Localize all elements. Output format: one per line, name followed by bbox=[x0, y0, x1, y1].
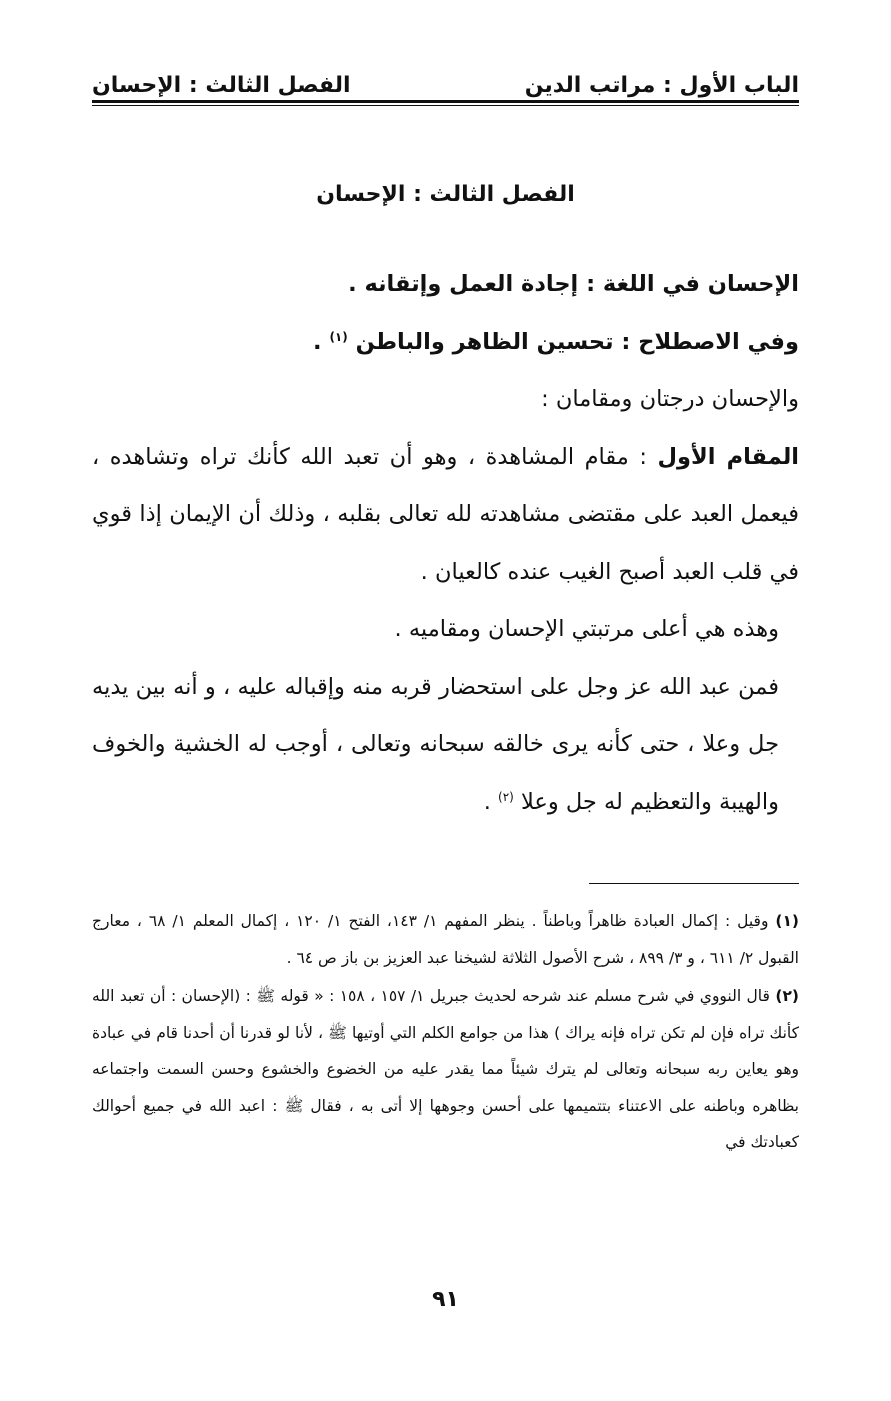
paragraph-first-station bbox=[92, 429, 799, 602]
paragraph-worship-end: . bbox=[483, 788, 498, 815]
footnote-1-text: وقيل : إكمال العبادة ظاهراً وباطناً . ينظر المفهم ١/ ١٤٣، الفتح ١/ ١٢٠ ، إكمال المعلم ١/ ٦٨ ، معارج القبول ٢/ ٦١١ ، و ٣/ ٨٩٩ ، شرح الأصول الثلاثة لشيخنا عبد العزيز بن باز ص ٦٤ . bbox=[92, 912, 799, 967]
paragraph-terminology bbox=[92, 314, 799, 372]
paragraph-degrees-text: والإحسان درجتان ومقامان : bbox=[541, 386, 799, 412]
paragraph-degrees bbox=[92, 371, 799, 429]
body-text bbox=[92, 256, 799, 831]
header-rule-thick bbox=[92, 100, 799, 103]
footnote-1-number: (١) bbox=[775, 912, 800, 930]
paragraph-worship-text: فمن عبد الله عز وجل على استحضار قربه منه وإقباله عليه ، و أنه بين يديه جل وعلا ، حتى كأنه يرى خالقه سبحانه وتعالى ، أوجب له الخشية والخوف والهيبة والتعظيم له جل وعلا bbox=[92, 673, 779, 815]
chapter-title: الفصل الثالث : الإحسان bbox=[316, 182, 575, 207]
header-rule-thin bbox=[92, 105, 799, 106]
footnote-reference-2[interactable]: (٢) bbox=[498, 789, 514, 804]
paragraph-worship bbox=[92, 659, 799, 832]
paragraph-linguistic-text: الإحسان في اللغة : إجادة العمل وإتقانه . bbox=[348, 271, 799, 297]
footnote-2-text: قال النووي في شرح مسلم عند شرحه لحديث جبريل ١/ ١٥٧ ، ١٥٨ : « قوله ﷺ : (الإحسان : أن تعبد الله كأنك تراه فإن لم تكن تراه فإنه يراك ) هذا من جوامع الكلم التي أوتيها ﷺ ، لأنا لو قدرنا أن أحدنا قام في عبادة وهو يعاين ربه سبحانه وتعالى لم يترك شيئاً مما يقدر عليه من الخضوع والخشوع وحسن السمت واجتماعه بظاهره وباطنه على الاعتناء بتتميمها على أحسن وجوهها إلا أتى به ، فقال ﷺ : اعبد الله في جميع أحوالك كعبادتك في bbox=[92, 987, 799, 1151]
footnote-2-number: (٢) bbox=[775, 987, 799, 1005]
paragraph-highest-rank-text: وهذه هي أعلى مرتبتي الإحسان ومقاميه . bbox=[394, 616, 779, 642]
header-part-title: الباب الأول : مراتب الدين bbox=[524, 73, 799, 98]
footnote-2 bbox=[92, 978, 799, 1161]
header-chapter-title: الفصل الثالث : الإحسان bbox=[92, 73, 351, 98]
paragraph-terminology-end: . bbox=[313, 328, 330, 355]
paragraph-terminology-text: وفي الاصطلاح : تحسين الظاهر والباطن bbox=[355, 328, 799, 355]
page-number: ٩١ bbox=[432, 1287, 459, 1312]
paragraph-highest-rank bbox=[92, 601, 799, 659]
first-station-text: : مقام المشاهدة ، وهو أن تعبد الله كأنك تراه وتشاهده ، فيعمل العبد على مقتضى مشاهدته لله تعالى بقلبه ، وذلك أن الإيمان إذا قوي في قلب العبد أصبح الغيب عنده كالعيان . bbox=[92, 443, 799, 585]
footnote-separator bbox=[589, 883, 799, 884]
first-station-lead: المقام الأول bbox=[657, 443, 799, 470]
running-header bbox=[92, 58, 799, 98]
footnote-reference-1[interactable]: (١) bbox=[329, 329, 348, 344]
paragraph-linguistic bbox=[92, 256, 799, 314]
footnote-1 bbox=[92, 903, 799, 976]
footnotes bbox=[92, 903, 799, 1163]
